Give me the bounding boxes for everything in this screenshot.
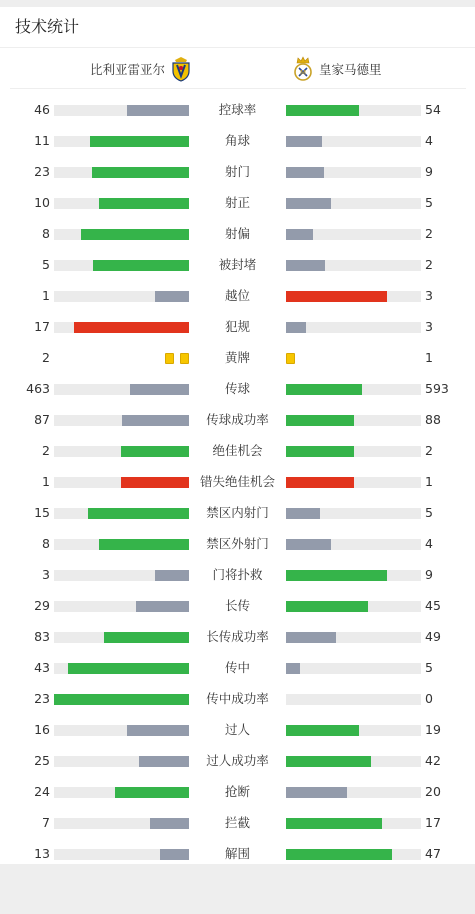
stat-row bbox=[0, 343, 475, 374]
stat-row bbox=[0, 684, 475, 715]
home-bar bbox=[54, 725, 189, 736]
home-value: 83 bbox=[34, 629, 50, 644]
away-bar bbox=[286, 787, 421, 798]
home-bar bbox=[54, 849, 189, 860]
stat-label: 传中 bbox=[224, 660, 250, 675]
home-bar bbox=[54, 415, 189, 426]
away-bar-fill bbox=[286, 415, 354, 426]
away-value: 47 bbox=[425, 846, 441, 861]
home-value: 13 bbox=[34, 846, 50, 861]
stat-label: 射正 bbox=[224, 195, 250, 210]
away-bar-fill bbox=[286, 446, 354, 457]
home-bar bbox=[54, 663, 189, 674]
away-bar bbox=[286, 136, 421, 147]
home-bar bbox=[54, 694, 189, 705]
away-team-name: 皇家马德里 bbox=[319, 62, 382, 77]
away-bar-fill bbox=[286, 818, 382, 829]
home-value: 463 bbox=[26, 381, 50, 396]
away-bar bbox=[286, 694, 421, 705]
stat-label: 禁区内射门 bbox=[206, 505, 269, 520]
home-bar bbox=[54, 818, 189, 829]
stat-label: 长传成功率 bbox=[206, 629, 269, 644]
home-bar-fill bbox=[121, 446, 189, 457]
stat-row bbox=[0, 436, 475, 467]
away-value: 5 bbox=[425, 505, 433, 520]
away-bar bbox=[286, 632, 421, 643]
home-value: 11 bbox=[34, 133, 50, 148]
away-value: 45 bbox=[425, 598, 441, 613]
home-bar bbox=[54, 570, 189, 581]
stat-row bbox=[0, 467, 475, 498]
home-bar bbox=[54, 105, 189, 116]
away-bar bbox=[286, 384, 421, 395]
stat-label: 犯规 bbox=[224, 319, 250, 334]
stat-row bbox=[0, 808, 475, 839]
away-value: 1 bbox=[425, 474, 433, 489]
home-value: 29 bbox=[34, 598, 50, 613]
home-bar-fill bbox=[115, 787, 189, 798]
stat-label: 禁区外射门 bbox=[206, 536, 269, 551]
stat-row bbox=[0, 219, 475, 250]
stat-label: 黄牌 bbox=[224, 350, 250, 365]
away-bar-fill bbox=[286, 105, 359, 116]
stat-label: 过人成功率 bbox=[206, 753, 269, 768]
home-bar-fill bbox=[88, 508, 189, 519]
stat-label: 错失绝佳机会 bbox=[199, 474, 275, 489]
away-value: 3 bbox=[425, 319, 433, 334]
home-bar bbox=[54, 229, 189, 240]
home-bar bbox=[54, 384, 189, 395]
home-bar-fill bbox=[93, 260, 189, 271]
home-bar-fill bbox=[155, 570, 189, 581]
stat-row bbox=[0, 715, 475, 746]
away-bar bbox=[286, 353, 421, 364]
stat-row bbox=[0, 529, 475, 560]
home-value: 15 bbox=[34, 505, 50, 520]
stat-label: 越位 bbox=[224, 288, 250, 303]
home-value: 46 bbox=[34, 102, 50, 117]
away-value: 5 bbox=[425, 660, 433, 675]
stat-label: 角球 bbox=[224, 133, 250, 148]
home-bar-fill bbox=[127, 105, 189, 116]
stat-row bbox=[0, 498, 475, 529]
stat-label: 控球率 bbox=[218, 102, 257, 117]
away-bar bbox=[286, 539, 421, 550]
away-bar-fill bbox=[286, 198, 331, 209]
home-value: 8 bbox=[42, 226, 50, 241]
stat-label: 传中成功率 bbox=[206, 691, 269, 706]
stats-list bbox=[0, 88, 475, 870]
home-bar bbox=[54, 446, 189, 457]
home-bar bbox=[54, 353, 189, 364]
home-value: 16 bbox=[34, 722, 50, 737]
home-bar-fill bbox=[160, 849, 189, 860]
away-bar-fill bbox=[286, 322, 306, 333]
home-bar bbox=[54, 260, 189, 271]
stat-row bbox=[0, 250, 475, 281]
home-value: 23 bbox=[34, 691, 50, 706]
away-bar bbox=[286, 415, 421, 426]
stat-row bbox=[0, 591, 475, 622]
away-bar bbox=[286, 756, 421, 767]
stat-row bbox=[0, 374, 475, 405]
away-value: 0 bbox=[425, 691, 433, 706]
away-value: 20 bbox=[425, 784, 441, 799]
stat-row bbox=[0, 188, 475, 219]
home-bar bbox=[54, 539, 189, 550]
stat-row bbox=[0, 405, 475, 436]
home-bar bbox=[54, 787, 189, 798]
stat-row bbox=[0, 653, 475, 684]
home-bar-fill bbox=[99, 539, 189, 550]
svg-text:M: M bbox=[299, 69, 307, 77]
away-value: 88 bbox=[425, 412, 441, 427]
away-value: 2 bbox=[425, 226, 433, 241]
title-divider bbox=[0, 47, 475, 48]
home-value: 23 bbox=[34, 164, 50, 179]
away-bar bbox=[286, 260, 421, 271]
away-bar bbox=[286, 291, 421, 302]
stat-label: 抢断 bbox=[224, 784, 250, 799]
away-value: 54 bbox=[425, 102, 441, 117]
home-value: 7 bbox=[42, 815, 50, 830]
away-value: 4 bbox=[425, 536, 433, 551]
away-bar-fill bbox=[286, 756, 371, 767]
stat-row bbox=[0, 777, 475, 808]
away-bar bbox=[286, 229, 421, 240]
home-bar-fill bbox=[150, 818, 189, 829]
stat-row bbox=[0, 95, 475, 126]
away-bar-fill bbox=[286, 291, 387, 302]
stat-row bbox=[0, 281, 475, 312]
home-bar bbox=[54, 291, 189, 302]
home-bar bbox=[54, 508, 189, 519]
away-value: 5 bbox=[425, 195, 433, 210]
home-value: 25 bbox=[34, 753, 50, 768]
away-bar-fill bbox=[286, 136, 322, 147]
stat-label: 射偏 bbox=[224, 226, 250, 241]
home-value: 1 bbox=[42, 474, 50, 489]
stat-row bbox=[0, 312, 475, 343]
stat-label: 长传 bbox=[224, 598, 250, 613]
home-value: 1 bbox=[42, 288, 50, 303]
stat-label: 拦截 bbox=[224, 815, 250, 830]
home-bar-fill bbox=[99, 198, 189, 209]
away-value: 1 bbox=[425, 350, 433, 365]
away-bar-fill bbox=[286, 849, 392, 860]
stat-row bbox=[0, 839, 475, 870]
home-bar-fill bbox=[155, 291, 189, 302]
stat-row bbox=[0, 157, 475, 188]
real-madrid-crest-icon bbox=[293, 56, 313, 82]
home-value: 2 bbox=[42, 443, 50, 458]
home-value: 17 bbox=[34, 319, 50, 334]
away-bar bbox=[286, 818, 421, 829]
away-value: 3 bbox=[425, 288, 433, 303]
away-bar bbox=[286, 322, 421, 333]
away-bar-fill bbox=[286, 477, 354, 488]
away-value: 17 bbox=[425, 815, 441, 830]
stat-row bbox=[0, 746, 475, 777]
away-bar-fill bbox=[286, 601, 368, 612]
home-bar-fill bbox=[122, 415, 189, 426]
away-value: 2 bbox=[425, 257, 433, 272]
stat-label: 射门 bbox=[224, 164, 250, 179]
home-value: 8 bbox=[42, 536, 50, 551]
stat-label: 门将扑救 bbox=[212, 567, 263, 582]
villarreal-crest-icon bbox=[171, 56, 191, 82]
yellow-card-icon bbox=[165, 353, 174, 364]
home-team-header bbox=[90, 56, 191, 82]
stat-row bbox=[0, 622, 475, 653]
stat-row bbox=[0, 126, 475, 157]
stat-label: 解围 bbox=[224, 846, 250, 861]
away-value: 593 bbox=[425, 381, 449, 396]
home-bar bbox=[54, 756, 189, 767]
home-bar-fill bbox=[130, 384, 189, 395]
home-bar-fill bbox=[81, 229, 189, 240]
away-value: 42 bbox=[425, 753, 441, 768]
away-bar-fill bbox=[286, 663, 300, 674]
home-value: 87 bbox=[34, 412, 50, 427]
away-value: 2 bbox=[425, 443, 433, 458]
away-team-header bbox=[293, 56, 382, 82]
home-bar-fill bbox=[104, 632, 189, 643]
match-stats-card bbox=[0, 7, 475, 864]
stat-label: 传球 bbox=[224, 381, 250, 396]
away-value: 4 bbox=[425, 133, 433, 148]
home-bar-fill bbox=[68, 663, 189, 674]
home-bar bbox=[54, 477, 189, 488]
yellow-card-icon bbox=[180, 353, 189, 364]
away-value: 19 bbox=[425, 722, 441, 737]
away-bar bbox=[286, 446, 421, 457]
home-bar-fill bbox=[121, 477, 189, 488]
home-value: 2 bbox=[42, 350, 50, 365]
home-bar-fill bbox=[92, 167, 189, 178]
home-bar-fill bbox=[90, 136, 189, 147]
away-bar bbox=[286, 508, 421, 519]
away-bar bbox=[286, 725, 421, 736]
away-bar-fill bbox=[286, 632, 336, 643]
away-bar-fill bbox=[286, 167, 324, 178]
home-bar bbox=[54, 136, 189, 147]
home-bar-fill bbox=[54, 694, 189, 705]
away-bar-fill bbox=[286, 787, 347, 798]
stat-label: 被封堵 bbox=[218, 257, 257, 272]
away-bar bbox=[286, 477, 421, 488]
home-value: 10 bbox=[34, 195, 50, 210]
home-value: 24 bbox=[34, 784, 50, 799]
away-bar bbox=[286, 849, 421, 860]
page-title: 技术统计 bbox=[15, 17, 80, 36]
home-bar bbox=[54, 322, 189, 333]
home-bar bbox=[54, 198, 189, 209]
stat-label: 过人 bbox=[224, 722, 250, 737]
away-bar bbox=[286, 198, 421, 209]
away-value: 9 bbox=[425, 164, 433, 179]
away-bar-fill bbox=[286, 229, 313, 240]
home-team-name: 比利亚雷亚尔 bbox=[90, 62, 166, 77]
away-bar bbox=[286, 167, 421, 178]
away-value: 9 bbox=[425, 567, 433, 582]
home-value: 5 bbox=[42, 257, 50, 272]
stat-label: 传球成功率 bbox=[206, 412, 269, 427]
home-bar-fill bbox=[139, 756, 189, 767]
yellow-card-icon bbox=[286, 353, 295, 364]
stat-label: 绝佳机会 bbox=[212, 443, 263, 458]
home-bar bbox=[54, 601, 189, 612]
home-value: 43 bbox=[34, 660, 50, 675]
away-bar bbox=[286, 601, 421, 612]
away-bar-fill bbox=[286, 384, 362, 395]
home-value: 3 bbox=[42, 567, 50, 582]
home-bar-fill bbox=[127, 725, 189, 736]
away-bar-fill bbox=[286, 570, 387, 581]
home-bar bbox=[54, 167, 189, 178]
away-value: 49 bbox=[425, 629, 441, 644]
away-bar-fill bbox=[286, 508, 320, 519]
away-bar bbox=[286, 570, 421, 581]
away-bar-fill bbox=[286, 260, 325, 271]
away-bar-fill bbox=[286, 725, 359, 736]
away-bar bbox=[286, 663, 421, 674]
home-bar-fill bbox=[74, 322, 189, 333]
away-bar bbox=[286, 105, 421, 116]
home-bar-fill bbox=[136, 601, 189, 612]
home-bar bbox=[54, 632, 189, 643]
stat-row bbox=[0, 560, 475, 591]
away-bar-fill bbox=[286, 539, 331, 550]
